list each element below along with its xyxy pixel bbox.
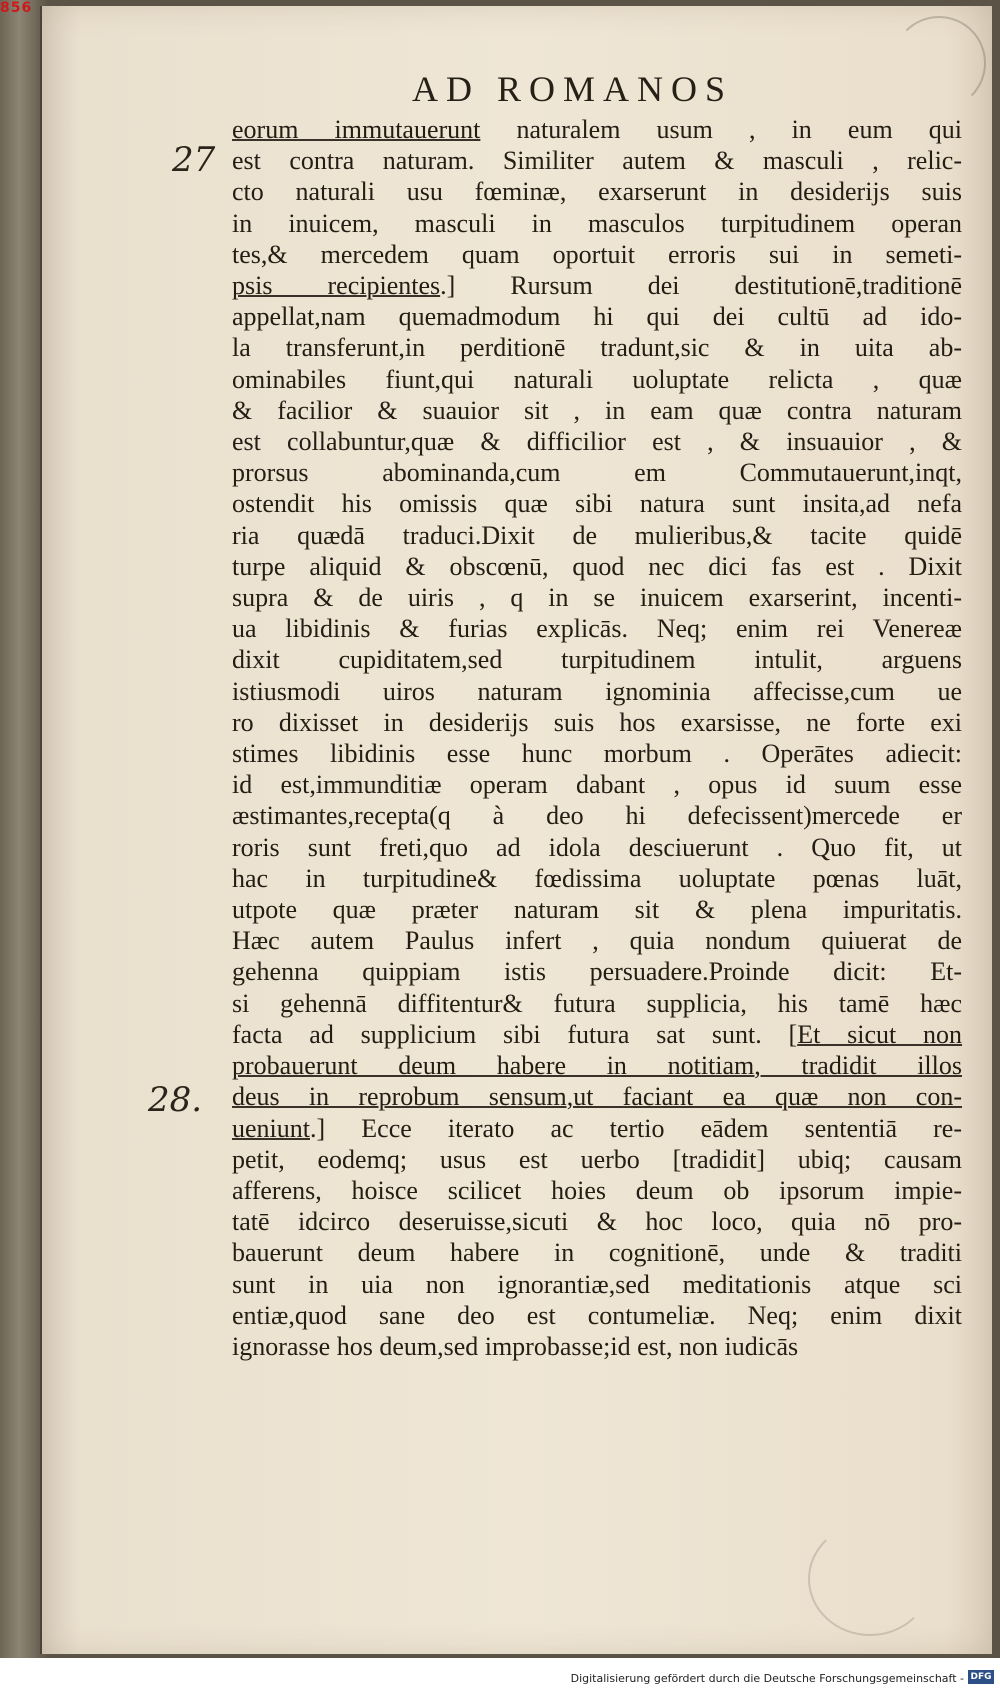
text-line [232, 1050, 962, 1081]
text-line: la transferunt,in perditionē tradunt,sic & in uita ab- [232, 333, 962, 363]
text-line: ignorasse hos deum,sed improbasse;id est, non iudicās [232, 1331, 799, 1361]
text-line: istiusmodi uiros naturam ignominia affecisse,cum ue [232, 676, 962, 706]
text-line: ostendit his omissis quæ sibi natura sunt insita,ad nefa [232, 489, 962, 519]
underlined-text: eorum immutauerunt [232, 115, 481, 144]
text-line: eorum immutauerunt naturalem usum , in eum qui [232, 115, 962, 144]
text-line: est contra naturam. Similiter autem & masculi , relic- [232, 146, 962, 176]
text-line: turpe aliquid & obscœnū, quod nec dici fas est . Dixit [232, 551, 962, 581]
text-line: tatē idcirco deseruisse,sicuti & hoc loco, quia nō pro- [232, 1207, 962, 1237]
page-number-stamp: 856 [0, 0, 33, 16]
text-line: sunt in uia non ignorantiæ,sed meditationis atque sci [232, 1269, 962, 1299]
text-line: dixit cupiditatem,sed turpitudinem intulit, arguens [232, 645, 962, 675]
text-line: est collabuntur,quæ & difficilior est , & insuauior , & [232, 427, 962, 457]
dfg-logo: DFG [968, 1670, 994, 1684]
underlined-text: Et sicut non [797, 1019, 963, 1049]
text-line: appellat,nam quemadmodum hi qui dei cultū ad ido- [232, 302, 962, 332]
margin-note-27: 27 [172, 140, 216, 180]
text-line: roris sunt freti,quo ad idola desciuerunt . Quo fit, ut [232, 832, 962, 862]
text-line [232, 1081, 962, 1112]
text-line: & facilior & suauior sit , in eam quæ contra naturam [232, 395, 962, 425]
underlined-text: psis recipientes [232, 271, 441, 301]
text-line: gehenna quippiam istis persuadere.Proinde dicit: Et- [232, 957, 962, 987]
text-line: afferens, hoisce scilicet hoies deum ob ipsorum impie- [232, 1175, 962, 1205]
running-head: AD ROMANOS [412, 69, 734, 109]
margin-note-28: 28. [148, 1080, 203, 1120]
underlined-text: probauerunt deum habere in notitiam, tradidit illos [232, 1051, 962, 1081]
footer-credit: Digitalisierung gefördert durch die Deutsche Forschungsgemeinschaft - [570, 1672, 964, 1685]
text-line: hac in turpitudine& fœdissima uoluptate pœnas luāt, [232, 863, 962, 893]
text-line: facta ad supplicium sibi futura sat sunt. [Et sicut non [232, 1019, 963, 1049]
text-line: ominabiles fiunt,qui naturali uoluptate relicta , quæ [232, 364, 962, 394]
underlined-text: deus in reprobum sensum,ut faciant ea quæ non con- [232, 1082, 962, 1112]
text-line: æstimantes,recepta(q à deo hi defecissent)mercede er [232, 801, 962, 831]
text-line: utpote quæ præter naturam sit & plena impuritatis. [232, 895, 962, 925]
text-line: si gehennā diffitentur& futura supplicia, his tamē hæc [232, 988, 962, 1018]
underlined-text: ueniunt [232, 1113, 310, 1143]
text-line: petit, eodemq; usus est uerbo [tradidit] ubiq; causam [232, 1144, 962, 1174]
text-line: id est,immunditiæ operam dabant , opus id suum esse [232, 770, 962, 800]
text-line: cto naturali usu fœminæ, exarserunt in desiderijs suis [232, 177, 962, 207]
text-line: ua libidinis & furias explicās. Neq; enim rei Venereæ [232, 614, 962, 644]
text-line: ueniunt.] Ecce iterato ac tertio eādem sententiā re- [232, 1113, 962, 1143]
text-line: ria quædā traduci.Dixit de mulieribus,& tacite quidē [232, 520, 962, 550]
page-curl-bottom [808, 1522, 932, 1636]
text-line: bauerunt deum habere in cognitionē, unde & traditi [232, 1238, 962, 1268]
text-line: prorsus abominanda,cum em Commutauerunt,inqt, [232, 458, 962, 488]
text-line: supra & de uiris , q in se inuicem exarserint, incenti- [232, 583, 962, 613]
text-line: tes,& mercedem quam oportuit erroris sui in semeti- [232, 239, 962, 269]
text-line: in inuicem, masculi in masculos turpitudinem operan [232, 208, 962, 238]
text-line: ro dixisset in desiderijs suis hos exarsisse, ne forte exi [232, 707, 962, 737]
text-line: psis recipientes.] Rursum dei destitutionē,traditionē [232, 271, 962, 301]
text-line: entiæ,quod sane deo est contumeliæ. Neq; enim dixit [232, 1300, 962, 1330]
page-curl-top [892, 16, 986, 110]
body-text [232, 114, 962, 1362]
text-line: stimes libidinis esse hunc morbum . Operātes adiecit: [232, 739, 962, 769]
text-line: Hæc autem Paulus infert , quia nondum quiuerat de [232, 926, 962, 956]
